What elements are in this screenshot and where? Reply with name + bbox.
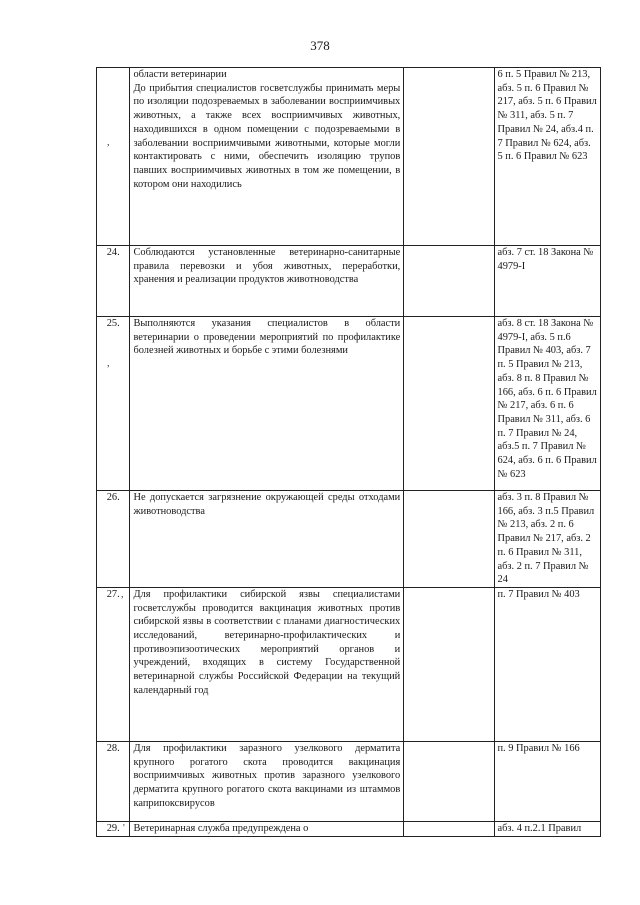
reference-text: абз. 4 п.2.1 Правил: [497, 822, 582, 834]
margin-mark: ,: [121, 588, 124, 600]
empty-cell: [404, 741, 494, 821]
row-number-cell: [97, 491, 130, 588]
table-row: [97, 821, 601, 836]
requirement-text: области ветеринарии: [133, 69, 227, 80]
requirement-cell: [130, 491, 404, 588]
reference-cell: [494, 68, 601, 246]
reference-text: п. 7 Правил № 403: [497, 588, 580, 600]
reference-cell: [494, 246, 601, 317]
table-row: [97, 741, 601, 821]
reference-cell: [494, 587, 601, 741]
row-number-cell: [97, 317, 130, 491]
margin-mark: ,: [107, 358, 110, 369]
row-number-cell: [97, 587, 130, 741]
row-number-cell: [97, 68, 130, 246]
table-row: [97, 68, 601, 246]
reference-text: п. 9 Правил № 166: [497, 742, 580, 754]
row-number: 29.: [106, 822, 120, 834]
margin-mark: ': [123, 822, 125, 834]
reference-cell: [494, 741, 601, 821]
table-row: [97, 246, 601, 317]
empty-cell: [404, 491, 494, 588]
requirement-text: Ветеринарная служба предупреждена о: [133, 822, 309, 834]
row-number-cell: [97, 741, 130, 821]
row-number-cell: [97, 246, 130, 317]
row-number: 28.: [106, 742, 120, 754]
empty-cell: [404, 587, 494, 741]
row-number: 27.: [106, 588, 120, 600]
requirement-cell: [130, 741, 404, 821]
reference-cell: [494, 821, 601, 836]
empty-cell: [404, 68, 494, 246]
reference-cell: [494, 317, 601, 491]
requirement-cell: [130, 821, 404, 836]
table-row: [97, 491, 601, 588]
reference-text: абз. 7 ст. 18 Закона № 4979-I: [497, 247, 594, 272]
row-number: 25.: [106, 318, 120, 329]
reference-text: 6 п. 5 Правил № 213, абз. 5 п. 6 Правил № 217, абз. 5 п. 6 Правил № 311, абз. 5 п. 7 Правил № 24, абз.4 п. 7 Правил № 624, абз. 5 п. 6 Правил № 623: [497, 69, 597, 163]
requirement-cell: [130, 317, 404, 491]
table-row: [97, 587, 601, 741]
requirement-text: Для профилактики заразного узелкового дерматита крупного рогатого скота проводится вакцинация восприимчивых животных против заразного узелкового дерматита крупного рогатого скота вакцинами из штаммов каприпоксвирусов: [133, 742, 401, 809]
requirements-table: [96, 67, 601, 837]
row-number-cell: [97, 821, 130, 836]
reference-cell: [494, 491, 601, 588]
reference-text: абз. 3 п. 8 Правил № 166, абз. 3 п.5 Правил № 213, абз. 2 п. 6 Правил № 217, абз. 2 п. 6 Правил № 311, абз. 2 п. 7 Правил № 24: [497, 492, 595, 586]
requirement-cell: [130, 246, 404, 317]
empty-cell: [404, 246, 494, 317]
requirement-text: Для профилактики сибирской язвы специалистами госветслужбы проводится вакцинация животных против сибирской язвы в соответствии с планами диагностических исследований, ветеринарно-профилактических и противоэпизоотических мероприятий органов и учреждений, входящих в систему Государственной ветеринарной службы Российской Федерации на текущий календарный год: [133, 588, 401, 696]
requirement-cell: [130, 587, 404, 741]
reference-text: абз. 8 ст. 18 Закона № 4979-I, абз. 5 п.6 Правил № 403, абз. 7 п. 5 Правил № 213, абз. 8 п. 8 Правил № 166, абз. 6 п. 6 Правил № 217, абз. 6 п. 6 Правил № 311, абз. 6 п. 7 Правил № 24, абз.5 п. 7 Правил № 624, абз. 6 п. 6 Правил № 623: [497, 318, 597, 480]
table-row: [97, 317, 601, 491]
empty-cell: [404, 821, 494, 836]
requirement-cell: [130, 68, 404, 246]
row-number: 24.: [106, 247, 120, 258]
page-number: 378: [310, 38, 330, 53]
margin-mark: ,: [107, 137, 110, 148]
empty-cell: [404, 317, 494, 491]
requirement-text: До прибытия специалистов госветслужбы принимать меры по изоляции подозреваемых в заболевании восприимчивых животных, а также всех восприимчивых животных, находившихся в одном помещении с подозреваемыми в заболевании восприимчивыми животными, которые могли контактировать с ними, обеспечить изоляцию трупов павших восприимчивых животных в том же помещении, в котором они находились: [133, 82, 401, 190]
row-number: 26.: [106, 492, 120, 503]
requirement-text: Выполняются указания специалистов в области ветеринарии о проведении мероприятий по профилактике болезней животных и борьбе с этими болезнями: [133, 318, 401, 357]
requirement-text: Соблюдаются установленные ветеринарно-санитарные правила перевозки и убоя животных, переработки, хранения и реализации продуктов животноводства: [133, 247, 401, 286]
requirement-text: Не допускается загрязнение окружающей среды отходами животноводства: [133, 492, 401, 517]
